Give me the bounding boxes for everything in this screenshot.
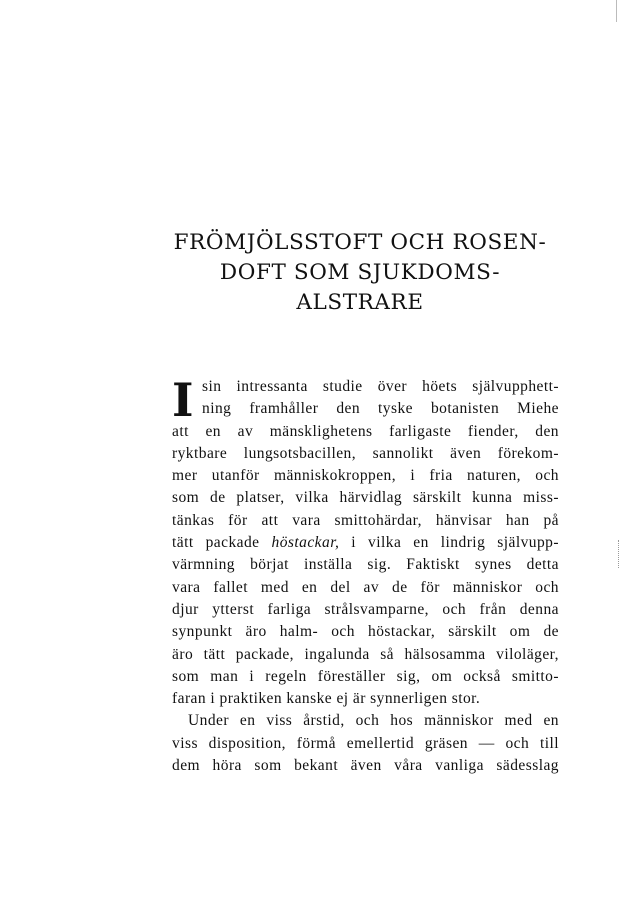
scan-edge-mark bbox=[616, 0, 619, 22]
text-line: synpunkt äro halm- och höstackar, särskilt om de bbox=[172, 623, 559, 641]
chapter-title bbox=[150, 228, 570, 318]
text-line: som man i regeln föreställer sig, om också smitto- bbox=[172, 667, 559, 685]
text-line: vara fallet med en del av de för människor och bbox=[172, 578, 559, 596]
text-line: ning framhåller den tyske botanisten Miehe bbox=[202, 400, 559, 418]
text-line: mer utanför människokroppen, i fria naturen, och bbox=[172, 467, 559, 485]
text-line: Under en viss årstid, och hos människor med en bbox=[188, 712, 559, 730]
text-line: djur ytterst farliga strålsvamparne, och från denna bbox=[172, 600, 559, 618]
text-line: viss disposition, förmå emellertid gräsen — och till bbox=[172, 734, 559, 752]
text-line: att en av mänsklighetens farligaste fiender, den bbox=[172, 422, 559, 440]
text-fragment: i vilka en lindrig självupp- bbox=[339, 534, 559, 552]
text-line bbox=[172, 532, 559, 554]
title-line: FRÖMJÖLSSTOFT OCH ROSEN- bbox=[173, 230, 547, 255]
text-line: äro tätt packade, ingalunda så hälsosamma viloläger, bbox=[172, 645, 559, 663]
text-line: sin intressanta studie över höets självupphett- bbox=[202, 378, 559, 395]
text-line: dem höra som bekant även våra vanliga sädesslag bbox=[172, 757, 559, 775]
text-line: värmning börjat inställa sig. Faktiskt synes detta bbox=[172, 556, 559, 574]
body-text bbox=[172, 373, 559, 777]
drop-cap: I bbox=[172, 373, 194, 427]
text-fragment: tätt packade bbox=[172, 534, 272, 552]
title-line: DOFT SOM SJUKDOMS- bbox=[219, 260, 501, 285]
text-line: ryktbare lungsotsbacillen, sannolikt även förekom- bbox=[172, 444, 559, 462]
text-line: tänkas för att vara smittohärdar, hänvisar han på bbox=[172, 511, 559, 529]
text-line: som de platser, vilka härvidlag särskilt kunna miss- bbox=[172, 489, 559, 507]
text-line: faran i praktiken kanske ej är synnerligen stor. bbox=[172, 690, 481, 708]
italic-word: höstackar, bbox=[271, 534, 340, 552]
title-line: ALSTRARE bbox=[296, 290, 424, 315]
scan-margin-mark bbox=[618, 540, 621, 568]
